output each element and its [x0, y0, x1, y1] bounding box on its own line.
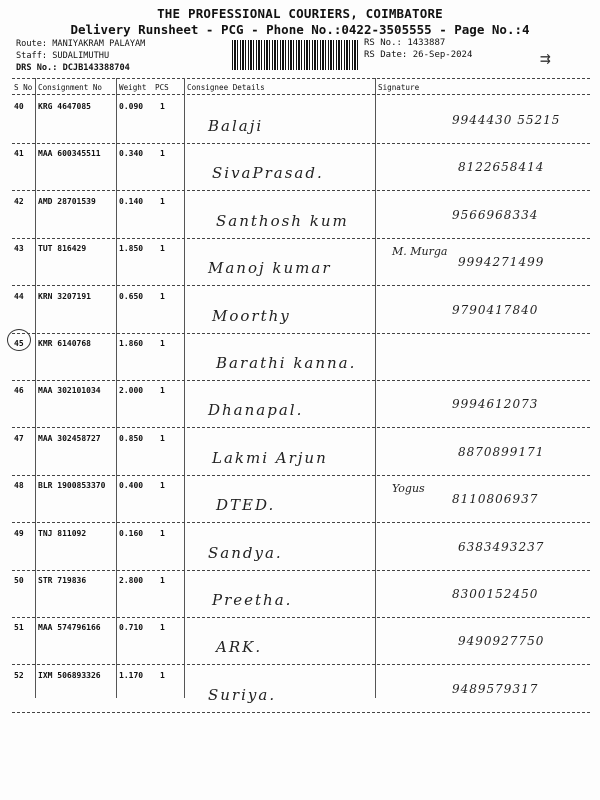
row-weight: 0.340: [119, 149, 144, 158]
row-consignment-no: MAA 574796166: [38, 623, 101, 632]
row-weight: 0.710: [119, 623, 144, 632]
table-row: [0, 429, 600, 479]
row-weight: 0.850: [119, 434, 144, 443]
company-title: THE PROFESSIONAL COURIERS, COIMBATORE: [157, 6, 443, 21]
row-sno: 45: [14, 339, 24, 348]
consignee-name-handwritten: Lakmi Arjun: [212, 449, 328, 467]
rs-no-label: RS No.: 1433887: [364, 38, 446, 48]
consignee-name-handwritten: Preetha.: [212, 591, 293, 609]
col-header-signature: Signature: [378, 83, 420, 92]
barcode: [232, 40, 358, 70]
runsheet-subtitle: Delivery Runsheet - PCG - Phone No.:0422-3505555 - Page No.:4: [70, 22, 530, 37]
signature-phone-handwritten: 9490927750: [458, 634, 545, 648]
table-row: [0, 618, 600, 668]
table-top-rule: [12, 78, 590, 79]
table-row: [0, 192, 600, 242]
row-divider: [12, 712, 590, 713]
consignee-name-handwritten: Balaji: [208, 117, 264, 135]
row-consignment-no: MAA 302458727: [38, 434, 101, 443]
signature-phone-handwritten: 9566968334: [452, 208, 539, 222]
row-divider: [12, 427, 590, 428]
consignee-name-handwritten: DTED.: [216, 496, 276, 514]
row-consignment-no: KMR 6140768: [38, 339, 91, 348]
table-row: [0, 334, 600, 384]
row-sno: 49: [14, 529, 24, 538]
signature-phone-handwritten: 8870899171: [458, 445, 545, 459]
row-sno: 51: [14, 623, 24, 632]
row-sno: 50: [14, 576, 24, 585]
row-consignment-no: STR 719836: [38, 576, 87, 585]
row-pcs: 1: [160, 529, 165, 538]
signature-phone-handwritten: 8110806937: [452, 492, 539, 506]
row-divider: [12, 664, 590, 665]
row-pcs: 1: [160, 576, 165, 585]
row-pcs: 1: [160, 102, 165, 111]
col-header-pcs: PCS: [155, 83, 169, 92]
consignee-name-handwritten: Dhanapal.: [208, 401, 304, 419]
row-weight: 0.160: [119, 529, 144, 538]
row-consignment-no: IXM 506893326: [38, 671, 101, 680]
col-header-sno: S No: [14, 83, 33, 92]
row-weight: 2.000: [119, 386, 144, 395]
row-weight: 0.090: [119, 102, 144, 111]
signature-phone-handwritten: 9489579317: [452, 682, 539, 696]
table-header-rule: [12, 94, 590, 95]
consignee-name-handwritten: Barathi kanna.: [216, 354, 357, 372]
row-pcs: 1: [160, 292, 165, 301]
row-pcs: 1: [160, 197, 165, 206]
row-consignment-no: TNJ 811092: [38, 529, 87, 538]
col-header-consignee: Consignee Details: [187, 83, 265, 92]
row-sno: 52: [14, 671, 24, 680]
route-label: Route: MANIYAKRAM PALAYAM: [16, 39, 146, 49]
runsheet-meta-left: [16, 38, 145, 74]
consignee-name-handwritten: Moorthy: [212, 307, 291, 325]
signature-phone-handwritten: 6383493237: [458, 540, 545, 554]
row-pcs: 1: [160, 434, 165, 443]
row-pcs: 1: [160, 386, 165, 395]
row-sno: 43: [14, 244, 24, 253]
row-consignment-no: MAA 302101034: [38, 386, 101, 395]
signature-phone-handwritten: 9994271499: [458, 255, 545, 269]
col-header-consignment: Consignment No: [38, 83, 103, 92]
consignee-name-handwritten: Sandya.: [208, 544, 283, 562]
row-pcs: 1: [160, 339, 165, 348]
row-weight: 1.850: [119, 244, 144, 253]
handwritten-arrow-mark: ⇉: [540, 48, 551, 69]
consignee-name-handwritten: Santhosh kum: [216, 212, 349, 230]
runsheet-meta-right: [364, 37, 472, 61]
row-consignment-no: TUT 816429: [38, 244, 87, 253]
row-consignment-no: BLR 1900853370: [38, 481, 106, 490]
row-weight: 1.170: [119, 671, 144, 680]
table-row: [0, 239, 600, 289]
row-weight: 1.860: [119, 339, 144, 348]
row-weight: 0.140: [119, 197, 144, 206]
row-consignment-no: MAA 600345511: [38, 149, 101, 158]
consignee-name-handwritten: Manoj kumar: [208, 259, 332, 277]
table-row: [0, 144, 600, 194]
staff-label: Staff: SUDALIMUTHU: [16, 51, 110, 61]
row-divider: [12, 522, 590, 523]
signature-phone-handwritten: 8122658414: [458, 160, 545, 174]
row-weight: 2.800: [119, 576, 144, 585]
row-sno: 41: [14, 149, 24, 158]
row-weight: 0.400: [119, 481, 144, 490]
signature-handwritten: Yogus: [392, 482, 425, 495]
row-consignment-no: AMD 28701539: [38, 197, 96, 206]
signature-phone-handwritten: 9944430 55215: [452, 113, 561, 127]
table-row: [0, 571, 600, 621]
row-pcs: 1: [160, 481, 165, 490]
row-divider: [12, 190, 590, 191]
row-weight: 0.650: [119, 292, 144, 301]
row-sno: 46: [14, 386, 24, 395]
row-sno: 47: [14, 434, 24, 443]
consignee-name-handwritten: Suriya.: [208, 686, 277, 704]
table-row: [0, 381, 600, 431]
signature-phone-handwritten: 9790417840: [452, 303, 539, 317]
consignee-name-handwritten: SivaPrasad.: [212, 164, 324, 182]
signature-phone-handwritten: 8300152450: [452, 587, 539, 601]
row-consignment-no: KRG 4647085: [38, 102, 91, 111]
row-sno: 48: [14, 481, 24, 490]
col-header-weight: Weight: [119, 83, 147, 92]
row-consignment-no: KRN 3207191: [38, 292, 91, 301]
consignee-name-handwritten: ARK.: [216, 638, 263, 656]
table-row: [0, 476, 600, 526]
row-pcs: 1: [160, 623, 165, 632]
row-divider: [12, 285, 590, 286]
table-row: [0, 97, 600, 147]
row-sno: 44: [14, 292, 24, 301]
row-sno: 40: [14, 102, 24, 111]
row-pcs: 1: [160, 671, 165, 680]
table-row: [0, 524, 600, 574]
signature-phone-handwritten: 9994612073: [452, 397, 539, 411]
row-pcs: 1: [160, 149, 165, 158]
table-row: [0, 666, 600, 716]
rs-date-label: RS Date: 26-Sep-2024: [364, 50, 473, 60]
signature-handwritten: M. Murga: [392, 245, 448, 258]
row-pcs: 1: [160, 244, 165, 253]
drs-label: DRS No.: DCJB143388704: [16, 63, 130, 73]
row-sno: 42: [14, 197, 24, 206]
table-row: [0, 287, 600, 337]
